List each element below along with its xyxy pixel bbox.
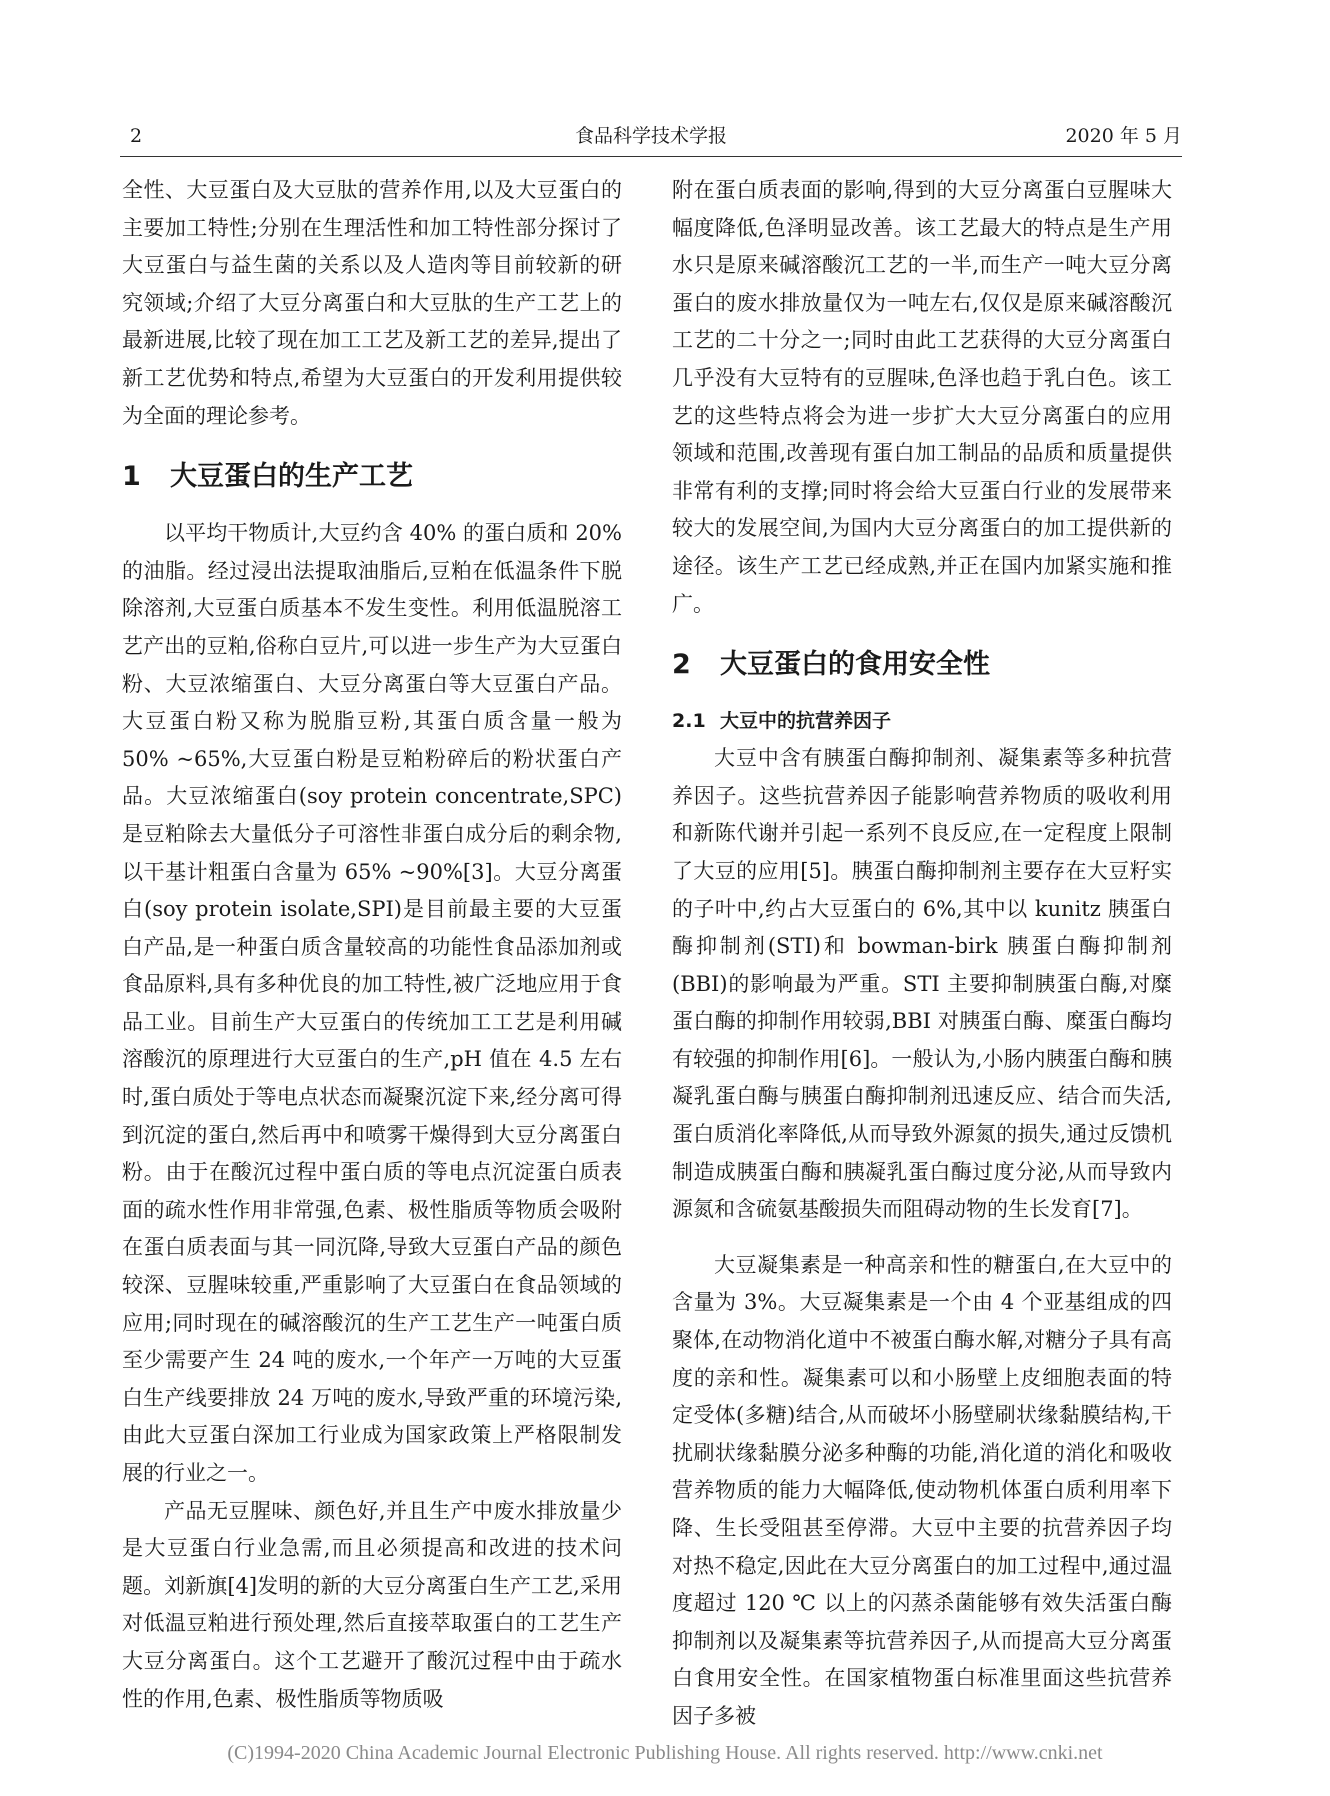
journal-title: 食品科学技术学报 <box>574 125 727 147</box>
intro-paragraph: 全性、大豆蛋白及大豆肽的营养作用,以及大豆蛋白的主要加工特性;分别在生理活性和加工特性部分探讨了大豆蛋白与益生菌的关系以及人造肉等目前较新的研究领域;介绍了大豆分离蛋白和大豆肽的生产工艺上的最新进展,比较了现在加工工艺及新工艺的差异,提出了新工艺优势和特点,希望为大豆蛋白的开发利用提供较为全面的理论参考。 <box>122 178 622 428</box>
left-column <box>122 172 622 1718</box>
section-1-title: 大豆蛋白的生产工艺 <box>170 461 413 493</box>
copyright-footer: (C)1994-2020 China Academic Journal Electronic Publishing House. All rights reserved. http://www.cnki.net <box>227 1742 1103 1764</box>
running-header <box>120 122 1182 150</box>
paragraph-3: 大豆中含有胰蛋白酶抑制剂、凝集素等多种抗营养因子。这些抗营养因子能影响营养物质的吸收利用和新陈代谢并引起一系列不良反应,在一定程度上限制了大豆的应用[5]。胰蛋白酶抑制剂主要存在大豆籽实的子叶中,约占大豆蛋白的 6%,其中以 kunitz 胰蛋白酶抑制剂(STI)和 bowman-birk 胰蛋白酶抑制剂(BBI)的影响最为严重。STI 主要抑制胰蛋白酶,对糜蛋白酶的抑制作用较弱,BBI 对胰蛋白酶、糜蛋白酶均有较强的抑制作用[6]。一般认为,小肠内胰蛋白酶和胰凝乳蛋白酶与胰蛋白酶抑制剂迅速反应、结合而失活,蛋白质消化率降低,从而导致外源氮的损失,通过反馈机制造成胰蛋白酶和胰凝乳蛋白酶过度分泌,从而导致内源氮和含硫氨基酸损失而阻碍动物的生长发育[7]。 <box>672 746 1172 1222</box>
section-1-number: 1 <box>122 461 141 493</box>
section-2-heading <box>672 643 1172 687</box>
continuation-paragraph: 附在蛋白质表面的影响,得到的大豆分离蛋白豆腥味大幅度降低,色泽明显改善。该工艺最大的特点是生产用水只是原来碱溶酸沉工艺的一半,而生产一吨大豆分离蛋白的废水排放量仅为一吨左右,仅仅是原来碱溶酸沉工艺的二十分之一;同时由此工艺获得的大豆分离蛋白几乎没有大豆特有的豆腥味,色泽也趋于乳白色。该工艺的这些特点将会为进一步扩大大豆分离蛋白的应用领域和范围,改善现有蛋白加工制品的品质和质量提供非常有利的支撑;同时将会给大豆蛋白行业的发展带来较大的发展空间,为国内大豆分离蛋白的加工提供新的途径。该生产工艺已经成熟,并正在国内加紧实施和推广。 <box>672 178 1172 616</box>
paragraph-2: 产品无豆腥味、颜色好,并且生产中废水排放量少是大豆蛋白行业急需,而且必须提高和改进的技术问题。刘新旗[4]发明的新的大豆分离蛋白生产工艺,采用对低温豆粕进行预处理,然后直接萃取蛋白的工艺生产大豆分离蛋白。这个工艺避开了酸沉过程中由于疏水性的作用,色素、极性脂质等物质吸 <box>122 1498 622 1711</box>
page-number: 2 <box>130 125 143 147</box>
subsection-2-1-title: 大豆中的抗营养因子 <box>720 710 892 733</box>
paragraph-1: 以平均干物质计,大豆约含 40% 的蛋白质和 20% 的油脂。经过浸出法提取油脂后,豆粕在低温条件下脱除溶剂,大豆蛋白质基本不发生变性。利用低温脱溶工艺产出的豆粕,俗称白豆片,可以进一步生产为大豆蛋白粉、大豆浓缩蛋白、大豆分离蛋白等大豆蛋白产品。大豆蛋白粉又称为脱脂豆粉,其蛋白质含量一般为 50% ~65%,大豆蛋白粉是豆粕粉碎后的粉状蛋白产品。大豆浓缩蛋白(soy protein concentrate,SPC)是豆粕除去大量低分子可溶性非蛋白成分后的剩余物,以干基计粗蛋白含量为 65% ~90%[3]。大豆分离蛋白(soy protein isolate,SPI)是目前最主要的大豆蛋白产品,是一种蛋白质含量较高的功能性食品添加剂或食品原料,具有多种优良的加工特性,被广泛地应用于食品工业。目前生产大豆蛋白的传统加工工艺是利用碱溶酸沉的原理进行大豆蛋白的生产,pH 值在 4.5 左右时,蛋白质处于等电点状态而凝聚沉淀下来,经分离可得到沉淀的蛋白,然后再中和喷雾干燥得到大豆分离蛋白粉。由于在酸沉过程中蛋白质的等电点沉淀蛋白质表面的疏水性作用非常强,色素、极性脂质等物质会吸附在蛋白质表面与其一同沉降,导致大豆蛋白产品的颜色较深、豆腥味较重,严重影响了大豆蛋白在食品领域的应用;同时现在的碱溶酸沉的生产工艺生产一吨蛋白质至少需要产生 24 吨的废水,一个年产一万吨的大豆蛋白生产线要排放 24 万吨的废水,导致严重的环境污染,由此大豆蛋白深加工行业成为国家政策上严格限制发展的行业之一。 <box>122 521 622 1485</box>
section-2-number: 2 <box>672 649 691 681</box>
issue-date: 2020 年 5 月 <box>1065 125 1182 147</box>
paragraph-gap <box>672 1229 1172 1247</box>
right-column <box>672 172 1172 1736</box>
subsection-2-1-heading <box>672 703 1172 740</box>
header-rule <box>120 156 1182 157</box>
paragraph-4: 大豆凝集素是一种高亲和性的糖蛋白,在大豆中的含量为 3%。大豆凝集素是一个由 4 个亚基组成的四聚体,在动物消化道中不被蛋白酶水解,对糖分子具有高度的亲和性。凝集素可以和小肠壁上皮细胞表面的特定受体(多糖)结合,从而破坏小肠壁刷状缘黏膜结构,干扰刷状缘黏膜分泌多种酶的功能,消化道的消化和吸收营养物质的能力大幅降低,使动物机体蛋白质利用率下降、生长受阻甚至停滞。大豆中主要的抗营养因子均对热不稳定,因此在大豆分离蛋白的加工过程中,通过温度超过 120 ℃ 以上的闪蒸杀菌能够有效失活蛋白酶抑制剂以及凝集素等抗营养因子,从而提高大豆分离蛋白食用安全性。在国家植物蛋白标准里面这些抗营养因子多被 <box>672 1252 1172 1728</box>
subsection-2-1-number: 2.1 <box>672 710 706 733</box>
section-2-title: 大豆蛋白的食用安全性 <box>720 649 990 681</box>
section-1-heading <box>122 455 622 499</box>
